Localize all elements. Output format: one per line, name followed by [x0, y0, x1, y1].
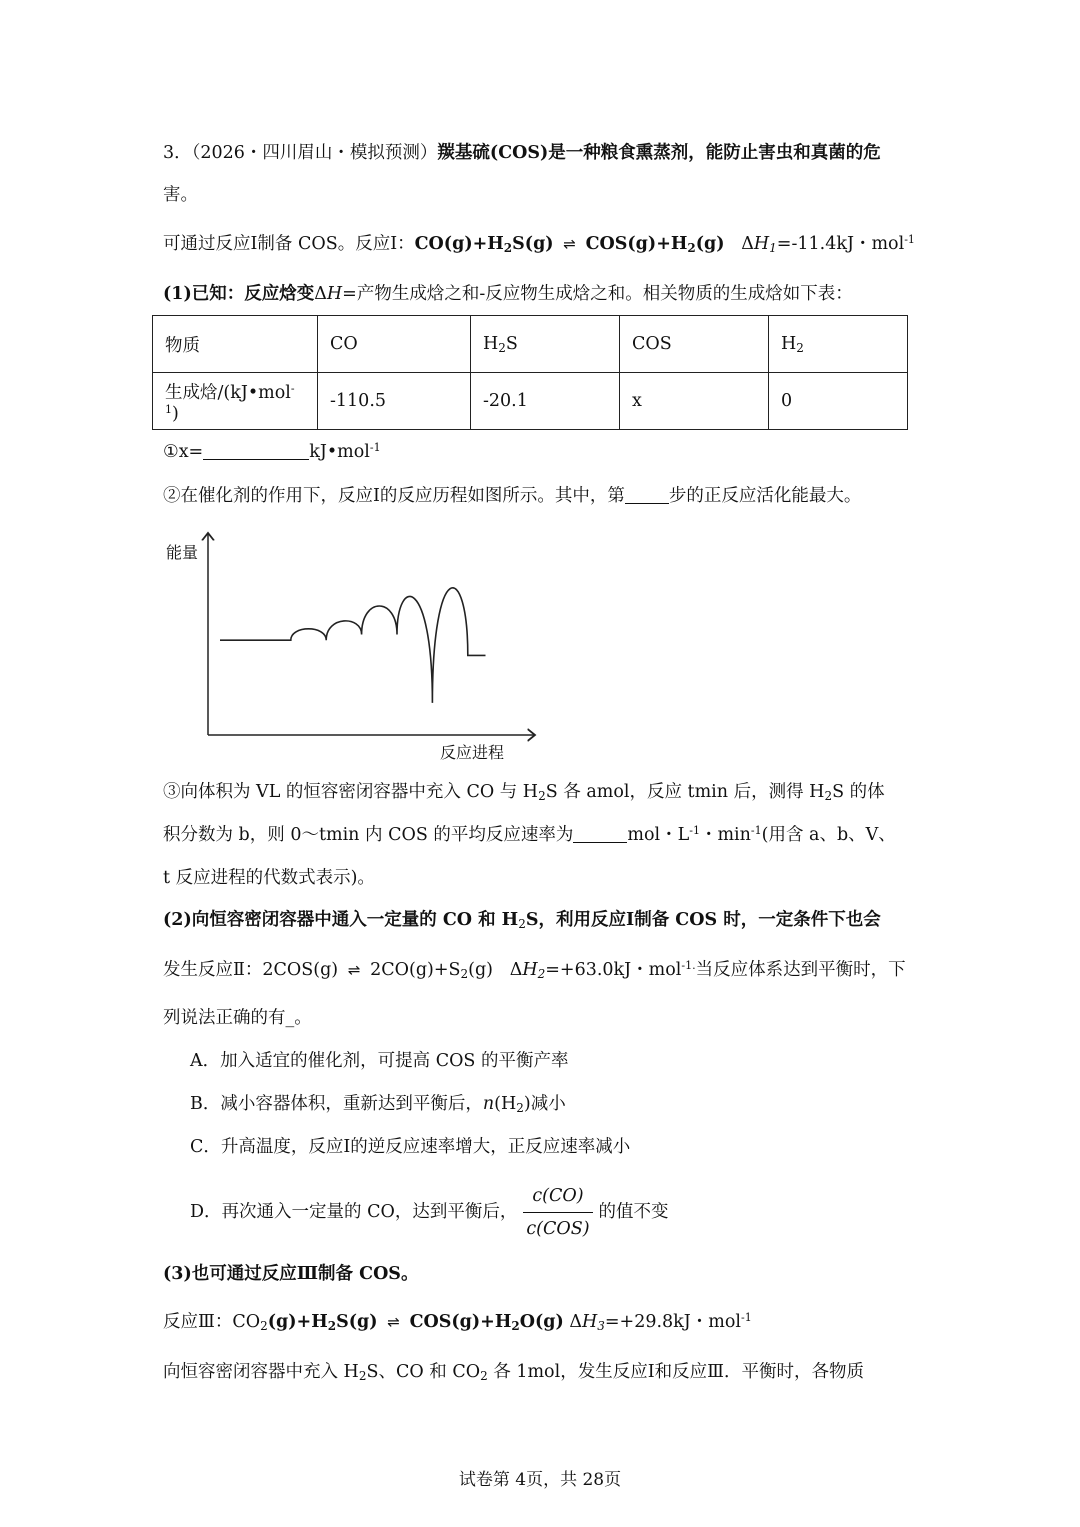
q3-line2: 积分数为 b，则 0～tmin 内 COS 的平均反应速率为 mol・$L^{-1}$・$\min^{-1}$(用含 a、b、V、 [163, 824, 896, 845]
equilibrium-arrow-icon: ⇌ [387, 1313, 400, 1331]
equilibrium-arrow-icon: ⇌ [347, 961, 361, 979]
table-cell: -110.5 [318, 373, 471, 430]
answer-blank[interactable] [625, 485, 669, 504]
q2: ②在催化剂的作用下，反应Ⅰ的反应历程如图所示。其中，第 步的正反应活化能最大。 [163, 486, 862, 506]
part2-line1: (2)向恒容密闭容器中通入一定量的 CO 和 $H_2S$，利用反应Ⅰ制备 COS 时，一定条件下也会 [163, 910, 881, 931]
answer-blank[interactable] [573, 824, 627, 843]
table-cell: 物质 [153, 316, 318, 373]
y-axis-label: 能量 [166, 543, 199, 562]
option-a[interactable]: A．加入适宜的催化剂，可提高 COS 的平衡产率 [190, 1051, 569, 1071]
part1-intro: (1)已知：反应焓变ΔH=产物生成焓之和-反应物生成焓之和。相关物质的生成焓如下表： [163, 284, 853, 304]
energy-curve [220, 588, 486, 703]
concentration-ratio: $\frac{c(CO)}{\text{c(COS)}}$ [523, 1182, 592, 1243]
table-cell: COS [620, 316, 769, 373]
table-cell: -20.1 [471, 373, 620, 430]
table-cell: CO [318, 316, 471, 373]
q3-line1: ③向体积为 VL 的恒容密闭容器中充入 CO 与 $H_2S$ 各 amol，反应 tmin 后，测得 $H_2S$ 的体 [163, 782, 885, 803]
q1: ①x= kJ•mol$^{-1}$ [163, 441, 381, 462]
option-d[interactable]: D．再次通入一定量的 CO，达到平衡后， $\frac{c(CO)}{\text{c(COS)}}$ 的值不变 [190, 1182, 669, 1243]
equilibrium-arrow-icon: ⇌ [563, 235, 576, 253]
question-intro: 3．（2026・四川眉山・模拟预测）羰基硫(COS)是一种粮食熏蒸剂，能防止害虫和真菌的危 [163, 143, 881, 163]
table-cell: 生成焓/(kJ•mol$^{-1}$) [153, 373, 318, 430]
part3-line3: 向恒容密闭容器中充入 $H_2S$、CO 和 $CO_2$ 各 1mol，发生反应Ⅰ和反应Ⅲ．平衡时，各物质 [163, 1362, 864, 1383]
x-axis-label: 反应进程 [440, 743, 505, 762]
reaction-3: 反应Ⅲ：$CO_2(g)+H_2S(g)$ ⇌ $COS(g)+H_2O(g)$ $\Delta H_3=+29.8kJ$・mol$^{-1}$ [163, 1311, 752, 1333]
option-b[interactable]: B．减小容器体积，重新达到平衡后，$n(H_2)$减小 [190, 1094, 566, 1115]
table-cell: 0 [769, 373, 908, 430]
formation-enthalpy-table [152, 315, 908, 430]
table-row [153, 373, 908, 430]
table-cell: $H_2S$ [471, 316, 620, 373]
part2-line2: 发生反应Ⅱ：2COS(g) ⇌ $2CO(g)+S_2(g)$ $\Delta H_2=+63.0kJ$・mol$^{-1.}$当反应体系达到平衡时，下 [163, 959, 906, 981]
option-c[interactable]: C．升高温度，反应Ⅰ的逆反应速率增大，正反应速率减小 [190, 1137, 631, 1157]
table-header-row [153, 316, 908, 373]
page-footer: 试卷第 4页，共 28页 [458, 1470, 622, 1490]
table-cell: $H_2$ [769, 316, 908, 373]
table-cell: x [620, 373, 769, 430]
part3-line1: (3)也可通过反应Ⅲ制备 COS。 [163, 1264, 419, 1284]
answer-blank[interactable] [203, 441, 309, 460]
energy-profile-chart [190, 525, 550, 755]
q3-line3: t 反应进程的代数式表示)。 [163, 868, 375, 888]
part2-line3: 列说法正确的有_。 [163, 1008, 312, 1028]
question-number: 3．（2026・四川眉山・模拟预测） [163, 143, 438, 163]
reaction-1: 可通过反应Ⅰ制备 COS。反应Ⅰ：$CO(g)+H_2S(g)$ ⇌ $COS(g)+H_2(g)$ $\Delta H_1=-11.4kJ$・mol$^{-1}$ [163, 233, 915, 255]
question-intro-cont: 害。 [163, 185, 198, 205]
